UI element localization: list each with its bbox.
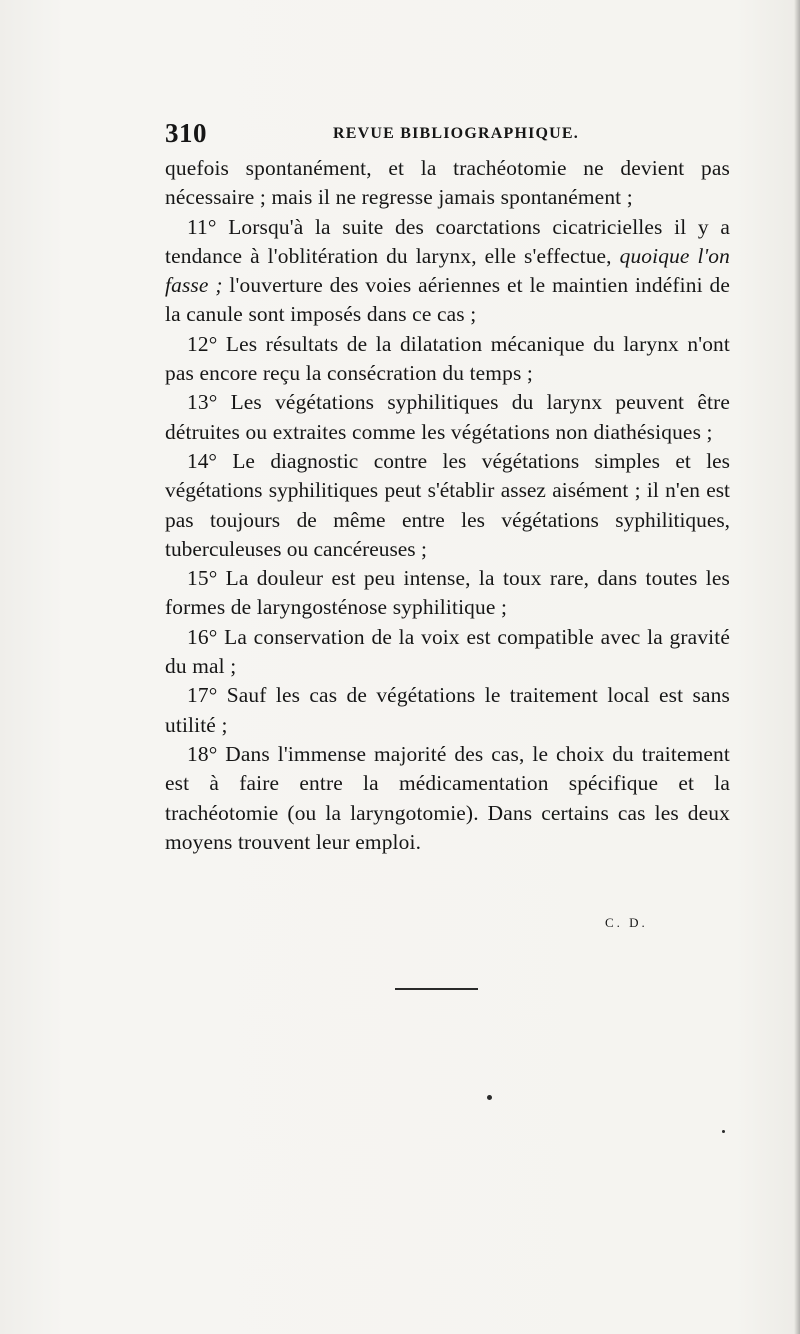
ink-speck: [487, 1095, 492, 1100]
paragraph-13: 13° Les végétations syphilitiques du larynx peuvent être détruites ou extraites comme les végétations non diathésiques ;: [165, 390, 730, 444]
closing-rule: [395, 988, 478, 990]
body-text: [165, 154, 730, 857]
paragraph-11-text-start: 11° Lorsqu'à la suite des coarctations cicatricielles il y a tendance à l'oblitération du larynx, elle s'effectue,: [165, 214, 730, 268]
paragraph-17: 17° Sauf les cas de végétations le traitement local est sans utilité ;: [165, 683, 730, 737]
paragraph-continuation: quefois spontanément, et la trachéotomie ne devient pas nécessaire ; mais il ne regresse jamais spontanément ;: [165, 156, 730, 210]
author-signature: C. D.: [605, 915, 648, 930]
paragraph-15: 15° La douleur est peu intense, la toux rare, dans toutes les formes de laryngosténose syphilitique ;: [165, 566, 730, 620]
paragraph-12: 12° Les résultats de la dilatation mécanique du larynx n'ont pas encore reçu la consécration du temps ;: [165, 331, 730, 386]
page-number: 310: [165, 118, 207, 148]
running-title: REVUE BIBLIOGRAPHIQUE.: [333, 125, 579, 142]
paragraph-11-text-end: l'ouverture des voies aériennes et le maintien indéfini de la canule sont imposés dans ce cas ;: [165, 273, 730, 327]
paragraph-11-italic: quoique l'on fasse ;: [165, 243, 730, 298]
page-header: [165, 118, 730, 158]
ink-speck: [722, 1130, 725, 1133]
paragraph-11: [165, 213, 730, 330]
paragraph-14: 14° Le diagnostic contre les végétations simples et les végétations syphilitiques peut s'établir assez aisément ; il n'en est pas toujours de même entre les végétations syphilitiques, tuberculeuses ou cancéreuses ;: [165, 448, 730, 561]
paragraph-16: 16° La conservation de la voix est compatible avec la gravité du mal ;: [165, 624, 730, 679]
page-edge-shadow: [794, 0, 800, 1334]
paragraph-18: 18° Dans l'immense majorité des cas, le choix du traitement est à faire entre la médicamentation spécifique et la trachéotomie (ou la laryngotomie). Dans certains cas les deux moyens trouvent leur emploi.: [165, 741, 730, 854]
